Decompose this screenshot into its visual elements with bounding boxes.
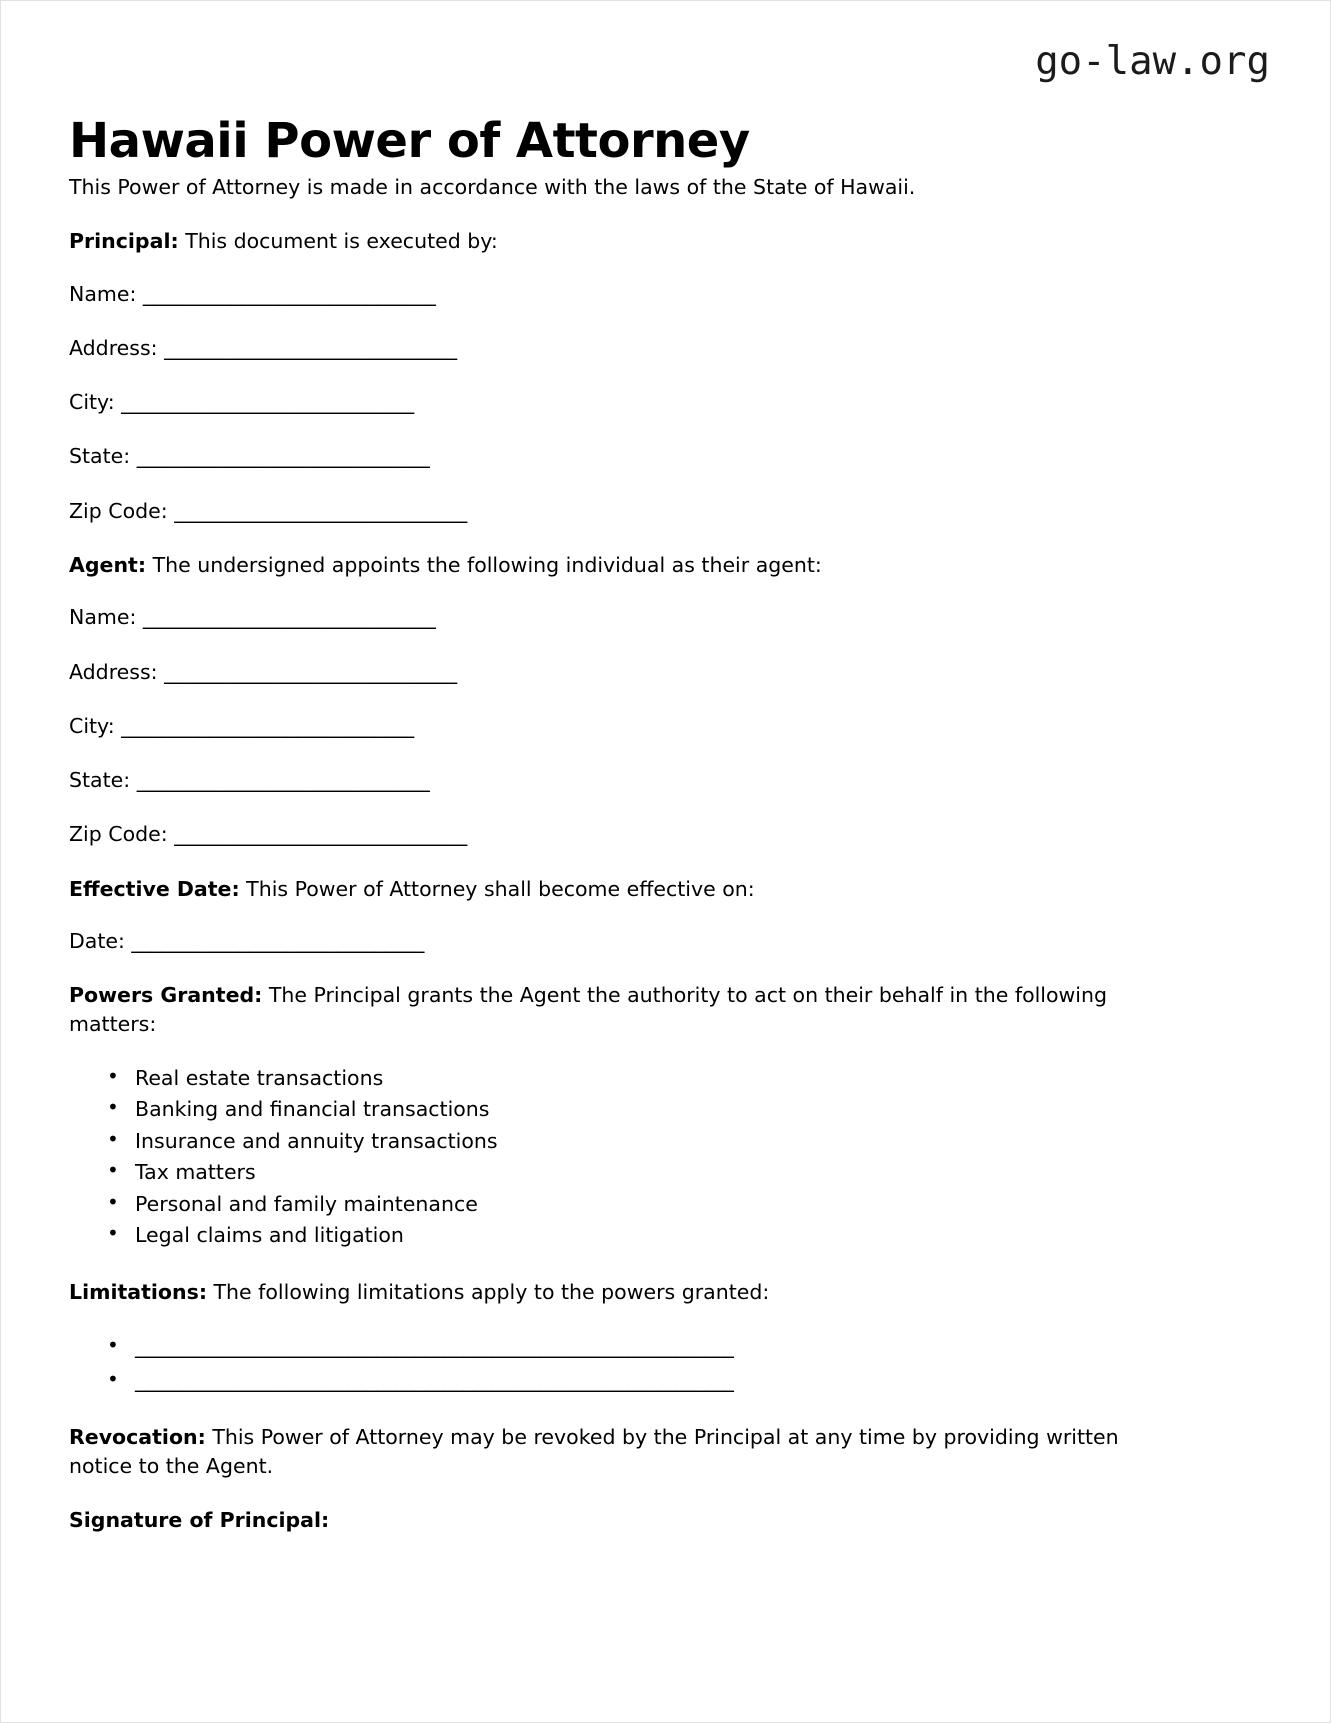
limitations-label: Limitations: [69, 1279, 208, 1304]
agent-city-label: City: [69, 713, 122, 738]
site-logo: go-law.org [1035, 39, 1270, 84]
agent-address-blank[interactable]: ______________________________ [164, 659, 457, 684]
agent-city-field [69, 712, 1169, 740]
principal-label: Principal: [69, 229, 179, 254]
principal-zip-field [69, 497, 1169, 525]
effective-date-text: This Power of Attorney shall become effective on: [239, 876, 755, 901]
list-item: • Banking and financial transactions [135, 1095, 1169, 1123]
agent-zip-blank[interactable]: ______________________________ [174, 822, 467, 847]
principal-text: This document is executed by: [178, 229, 498, 254]
list-item [135, 1332, 1169, 1362]
list-item: • Legal claims and litigation [135, 1221, 1169, 1249]
agent-state-field [69, 766, 1169, 794]
page-title: Hawaii Power of Attorney [69, 113, 750, 170]
agent-state-label: State: [69, 768, 137, 793]
list-item: • Personal and family maintenance [135, 1190, 1169, 1218]
list-item: • Insurance and annuity transactions [135, 1127, 1169, 1155]
principal-heading [69, 227, 1169, 255]
principal-city-field [69, 388, 1169, 416]
effective-date-label: Effective Date: [69, 876, 240, 901]
limitations-list [69, 1332, 1169, 1395]
revocation-text: This Power of Attorney may be revoked by the Principal at any time by providing written notice to the Agent. [69, 1425, 1119, 1478]
principal-state-blank[interactable]: ______________________________ [136, 444, 430, 469]
powers-granted-heading [69, 981, 1169, 1038]
principal-zip-blank[interactable]: ______________________________ [174, 498, 467, 523]
agent-name-label: Name: [69, 605, 143, 630]
principal-address-blank[interactable]: ______________________________ [164, 335, 457, 360]
principal-state-label: State: [69, 444, 137, 469]
list-item: • Real estate transactions [135, 1064, 1169, 1092]
principal-name-blank[interactable]: ______________________________ [142, 281, 436, 306]
agent-zip-label: Zip Code: [69, 822, 175, 847]
agent-zip-field [69, 820, 1169, 848]
effective-date-field [69, 927, 1169, 955]
principal-address-field [69, 334, 1169, 362]
agent-city-blank[interactable]: ______________________________ [121, 713, 414, 738]
document-body [69, 173, 1169, 1534]
powers-granted-label: Powers Granted: [69, 983, 263, 1008]
agent-label: Agent: [69, 552, 147, 577]
signature-of-principal-label: Signature of Principal: [69, 1507, 330, 1532]
principal-city-label: City: [69, 390, 122, 415]
powers-granted-text: The Principal grants the Agent the authority to act on their behalf in the following matters: [69, 983, 1108, 1036]
list-item: • Tax matters [135, 1158, 1169, 1186]
revocation-paragraph [69, 1423, 1169, 1480]
limitation-blank-1[interactable]: ______________________________________________________________ [135, 1333, 734, 1358]
principal-city-blank[interactable]: ______________________________ [121, 390, 414, 415]
agent-state-blank[interactable]: ______________________________ [136, 768, 430, 793]
effective-date-heading [69, 875, 1169, 903]
limitations-text: The following limitations apply to the powers granted: [207, 1279, 770, 1304]
principal-address-label: Address: [69, 335, 165, 360]
list-item [135, 1366, 1169, 1396]
agent-heading [69, 551, 1169, 579]
powers-granted-list [69, 1064, 1169, 1250]
agent-name-blank[interactable]: ______________________________ [142, 605, 436, 630]
principal-name-field [69, 280, 1169, 308]
principal-name-label: Name: [69, 281, 143, 306]
agent-address-label: Address: [69, 659, 165, 684]
date-blank[interactable]: ______________________________ [131, 928, 424, 953]
agent-text: The undersigned appoints the following individual as their agent: [146, 552, 822, 577]
principal-state-field [69, 442, 1169, 470]
principal-zip-label: Zip Code: [69, 498, 175, 523]
intro-paragraph: This Power of Attorney is made in accordance with the laws of the State of Hawaii. [69, 175, 916, 199]
agent-address-field [69, 658, 1169, 686]
date-label: Date: [69, 928, 132, 953]
revocation-label: Revocation: [69, 1425, 206, 1450]
limitation-blank-2[interactable]: ______________________________________________________________ [135, 1367, 734, 1392]
limitations-heading [69, 1278, 1169, 1306]
agent-name-field [69, 603, 1169, 631]
